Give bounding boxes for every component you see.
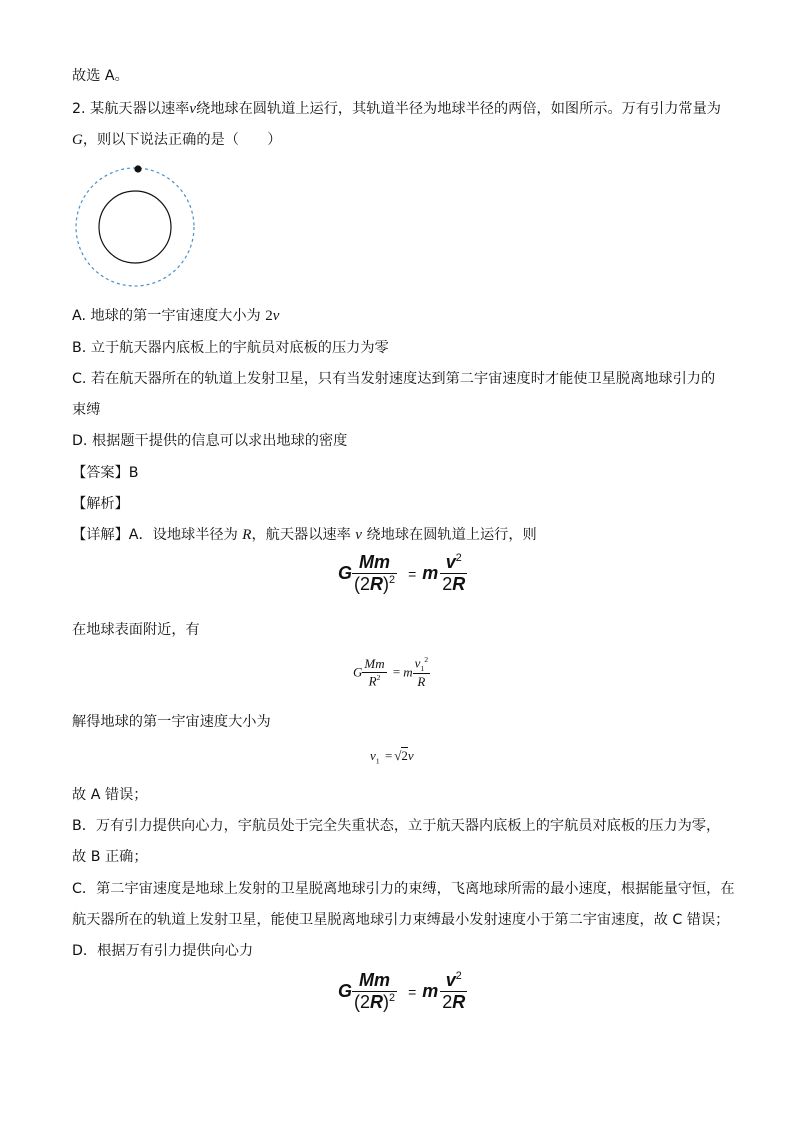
earth-circle [99,191,171,263]
f4-num-v: v [445,970,456,990]
orbit-circle [76,168,194,286]
f2-eq: = [392,664,401,680]
formula-surface-gravity [353,655,430,690]
option-d: D. 根据题干提供的信息可以求出地球的密度 [72,433,348,449]
question-2-line1 [72,99,721,119]
f2-G: G [353,664,363,680]
f1-den-close: ) [383,574,390,594]
formula-first-velocity [370,748,414,766]
option-c-line2: 束缚 [72,402,101,418]
detail-var-R: R [242,527,252,543]
q2-text-tail: ，则以下说法正确的是（ ） [82,132,282,148]
question-2-line2 [72,130,281,150]
near-surface-line: 在地球表面附近，有 [72,622,200,638]
f1-num-v: v [445,552,456,572]
q2-var-v: v [189,101,197,117]
detail-text-mid: ，航天器以速率 [251,527,356,543]
c-line1: C．第二宇宙速度是地球上发射的卫星脱离地球引力的束缚，飞离地球所需的最小速度，根据能量守恒，在 [72,881,735,897]
formula-orbit-gravity-d [338,970,467,1013]
f2-num-sub: 1 [420,663,425,673]
detail-var-v: v [355,527,362,543]
b-line2: 故 B 正确； [72,849,148,865]
q2-text-post: 绕地球在圆轨道上运行，其轨道半径为地球半径的两倍，如图所示。万有引力常量为 [196,101,721,117]
f2-num-v: v [414,655,421,671]
spacecraft-dot [134,165,141,172]
f4-den-2: 2 [442,992,453,1012]
c-line2: 航天器所在的轨道上发射卫星，能使卫星脱离地球引力束缚最小发射速度小于第二宇宙速度，故 C 错误； [72,912,730,928]
f1-num-exp: 2 [455,552,462,564]
option-b: B. 立于航天器内底板上的宇航员对底板的压力为零 [72,340,389,356]
f2-m: m [403,664,413,680]
detail-line [72,525,537,545]
f3-sqrt-sign: √ [394,748,402,763]
detail-text-post: 绕地球在圆轨道上运行，则 [361,527,537,543]
f4-eq: = [408,983,417,1000]
f2-den-right: R [413,673,431,690]
f2-den-R: R [368,673,377,689]
f1-G: G [338,563,353,583]
f3-rhs: v [407,748,414,763]
option-c-line1: C. 若在航天器所在的轨道上发射卫星，只有当发射速度达到第二宇宙速度时才能使卫星脱离地球引力的 [72,371,716,387]
f3-sqrt-arg: 2 [401,748,408,763]
f1-den-2: 2 [442,574,453,594]
answer-label: 【答案】B [72,465,139,481]
f4-num-exp: 2 [455,970,462,982]
f3-eq: = [384,748,393,763]
conclusion-line: 故选 A。 [72,68,129,84]
f1-den-R: R [370,574,384,594]
f3-lhs: v [370,748,376,763]
f1-num-left: Mm [359,552,391,572]
formula-orbit-gravity [338,552,467,595]
f2-den-exp: 2 [376,672,381,682]
option-a-v: v [272,308,280,324]
f4-den-R: R [370,992,384,1012]
detail-text-pre: 【详解】A．设地球半径为 [72,527,243,543]
f4-num-left: Mm [359,970,391,990]
a-wrong-line: 故 A 错误； [72,787,148,803]
option-a [72,306,279,326]
f2-num-left: Mm [364,655,385,671]
f2-num-exp: 2 [424,655,429,664]
analysis-label: 【解析】 [72,496,129,512]
f1-m: m [422,563,439,583]
f3-lhs-sub: 1 [375,756,380,766]
b-line1: B．万有引力提供向心力，宇航员处于完全失重状态，立于航天器内底板上的宇航员对底板的压力为零， [72,818,721,834]
q2-text-pre: 2. 某航天器以速率 [72,101,190,117]
f1-den-open: (2 [354,574,371,594]
d-line1: D．根据万有引力提供向心力 [72,943,254,959]
q2-var-G: G [72,132,83,148]
f4-den-exp: 2 [389,992,396,1004]
f1-den-exp: 2 [389,574,396,586]
f4-G: G [338,981,353,1001]
orbit-diagram [70,163,200,295]
f4-den-open: (2 [354,992,371,1012]
f4-m: m [422,981,439,1001]
f4-den-right-R: R [452,992,466,1012]
option-a-two: 2 [265,308,273,324]
f1-eq: = [408,565,417,582]
solve-first-velocity-line: 解得地球的第一宇宙速度大小为 [72,714,271,730]
f4-den-close: ) [383,992,390,1012]
option-a-text: A. 地球的第一宇宙速度大小为 [72,308,266,324]
f1-den-right-R: R [452,574,466,594]
